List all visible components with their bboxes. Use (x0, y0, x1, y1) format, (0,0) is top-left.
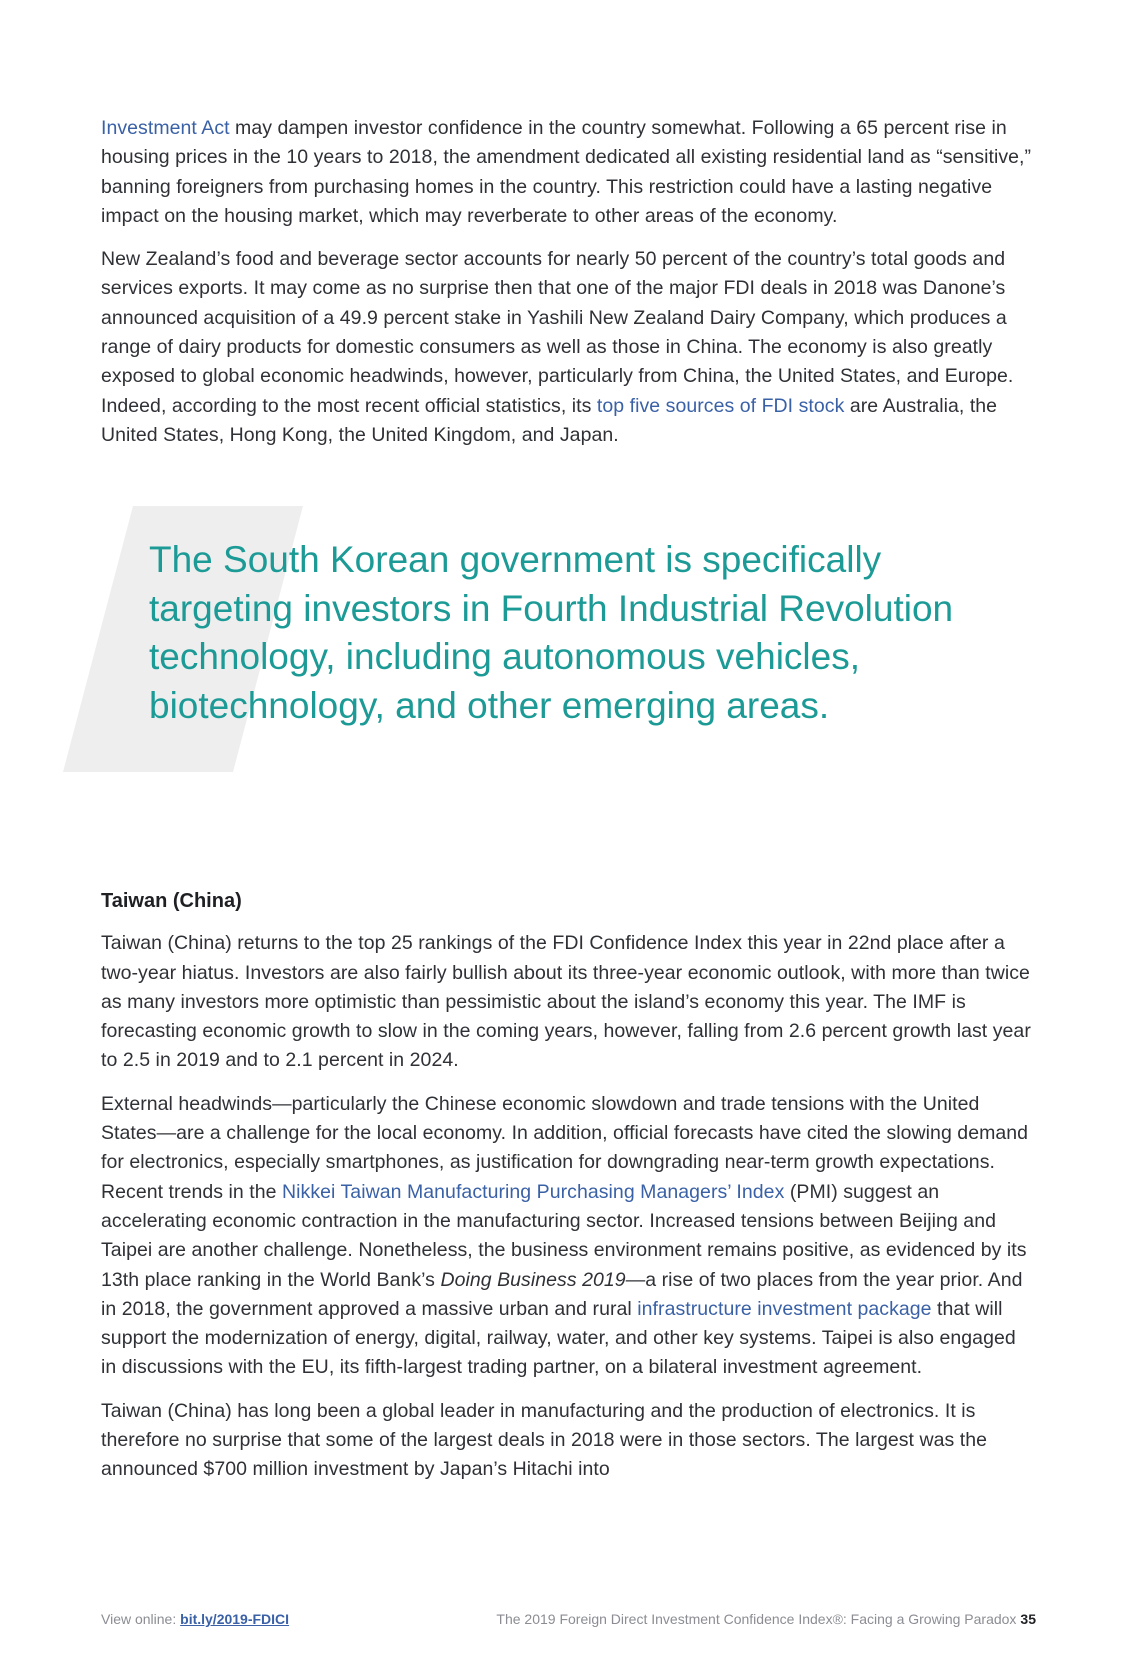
paragraph-4-text-c: —a rise of two places from the year prior. And in 2018, the government approved a massive urban and rural (101, 1268, 1023, 1320)
pull-quote-text: The South Korean government is specifically targeting investors in Fourth Industrial Revolution technology, including autonomous vehicles, biotechnology, and other emerging areas. (149, 539, 954, 726)
infrastructure-package-link[interactable]: infrastructure investment package (637, 1297, 932, 1320)
footer-view-online (101, 1611, 289, 1627)
paragraph-4 (101, 1090, 1036, 1383)
footer-doc-info (496, 1611, 1036, 1627)
paragraph-2 (101, 245, 1036, 450)
fdi-stock-sources-link[interactable]: top five sources of FDI stock (596, 394, 845, 417)
paragraph-4-text-b: (PMI) suggest an accelerating economic contraction in the manufacturing sector. Increased tensions between Beijing and Taipei are another challenge. Nonetheless, the business environment remains positive, as evidenced by its 13th place ranking in the World Bank’s (101, 1180, 1027, 1291)
paragraph-1 (101, 114, 1036, 231)
paragraph-1-text: may dampen investor confidence in the country somewhat. Following a 65 percent rise in housing prices in the 10 years to 2018, the amendment dedicated all existing residential land as “sensitive,” banning foreigners from purchasing homes in the country. This restriction could have a lasting negative impact on the housing market, which may reverberate to other areas of the economy. (101, 117, 1032, 227)
investment-act-link[interactable]: Investment Act (101, 117, 230, 139)
article-body (101, 114, 1036, 1499)
report-url-link[interactable]: bit.ly/2019-FDICI (180, 1611, 290, 1627)
view-online-label: View online: (101, 1611, 181, 1627)
paragraph-4-text-d: that will support the modernization of energy, digital, railway, water, and other key systems. Taipei is also engaged in discussions with the EU, its fifth-largest trading partner, on a bilateral investment agreement. (101, 1297, 1016, 1379)
pull-quote (101, 506, 1036, 826)
paragraph-2-text-a: New Zealand’s food and beverage sector accounts for nearly 50 percent of the country’s total goods and services exports. It may come as no surprise then that one of the major FDI deals in 2018 was Danone’s announced acquisition of a 49.9 percent stake in Yashili New Zealand Dairy Company, which produces a range of dairy products for domestic consumers as well as those in China. The economy is also greatly exposed to global economic headwinds, however, particularly from China, the United States, and Europe. Indeed, according to the most recent official statistics, its (101, 248, 1014, 417)
document-title: The 2019 Foreign Direct Investment Confidence Index®: Facing a Growing Paradox (496, 1611, 1017, 1627)
nikkei-pmi-link[interactable]: Nikkei Taiwan Manufacturing Purchasing Managers’ Index (282, 1180, 785, 1203)
paragraph-2-text-b: are Australia, the United States, Hong Kong, the United Kingdom, and Japan. (101, 394, 998, 446)
paragraph-4-text-a: External headwinds—particularly the Chinese economic slowdown and trade tensions with the United States—are a challenge for the local economy. In addition, official forecasts have cited the slowing demand for electronics, especially smartphones, as justification for downgrading near-term growth expectations. Recent trends in the (101, 1092, 1029, 1203)
paragraph-3: Taiwan (China) returns to the top 25 rankings of the FDI Confidence Index this year in 22nd place after a two-year hiatus. Investors are also fairly bullish about its three-year economic outlook, with more than twice as many investors more optimistic than pessimistic about the island’s economy this year. The IMF is forecasting economic growth to slow in the coming years, however, falling from 2.6 percent growth last year to 2.5 in 2019 and to 2.1 percent in 2024. (101, 932, 1031, 1072)
paragraph-5: Taiwan (China) has long been a global leader in manufacturing and the production of electronics. It is therefore no surprise that some of the largest deals in 2018 were in those sectors. The largest was the announced $700 million investment by Japan’s Hitachi into (101, 1399, 988, 1481)
page-number: 35 (1020, 1611, 1036, 1627)
section-title-taiwan: Taiwan (China) (101, 890, 242, 913)
doing-business-title: Doing Business 2019 (440, 1268, 626, 1291)
